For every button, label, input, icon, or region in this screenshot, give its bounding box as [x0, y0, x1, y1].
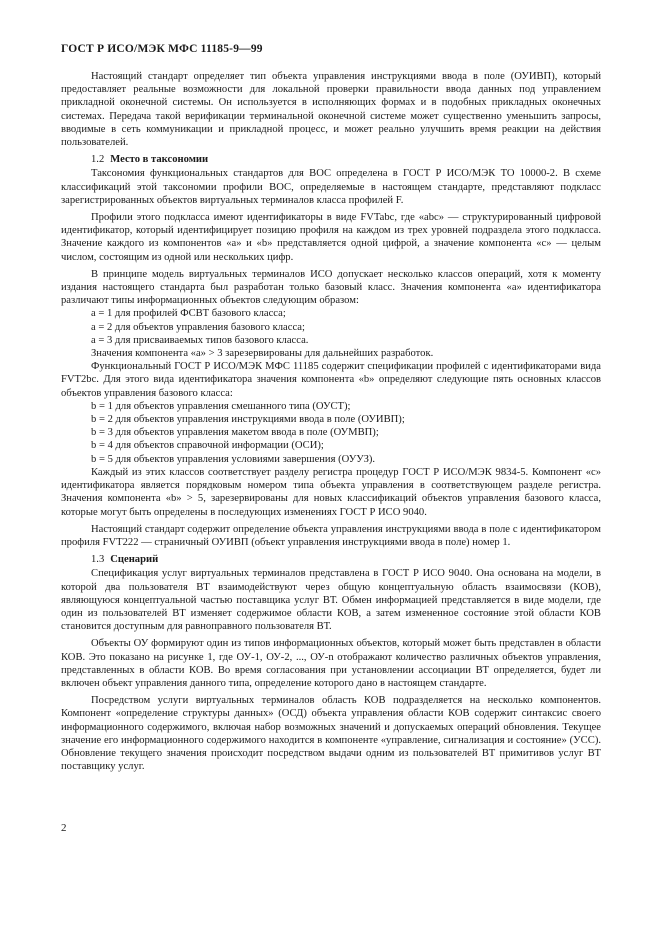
paragraph: Спецификация услуг виртуальных терминалов представлена в ГОСТ Р ИСО 9040. Она основана на модели, в которой два пользователя ВТ взаимодействуют через общую концептуальную область взаимосвязи (КОВ), являющуюся концептуальной частью поставщика услуг ВТ. Обмен информацией представляется в виде модели, где один из пользователей ВТ изменяет содержимое области КОВ, а затем измененное состояние этой области КОВ становится доступным для равноправного пользователя ВТ.	[61, 568, 601, 633]
section-number: 1.2	[91, 154, 105, 166]
section-heading-1-2	[91, 153, 601, 166]
list-note: Значения компонента «a» > 3 зарезервированы для дальнейших разработок.	[91, 348, 434, 360]
page-number: 2	[61, 822, 67, 834]
paragraph: Настоящий стандарт содержит определение объекта управления инструкциями ввода в поле с идентификатором профиля FVT222 — страничный ОУИВП (объект управления инструкциями ввода в поле) номер 1.	[61, 523, 601, 548]
list-item: b = 2 для объектов управления инструкциями ввода в поле (ОУИВП);	[91, 414, 405, 426]
list-item: b = 5 для объектов управления условиями завершения (ОУУЗ).	[91, 453, 376, 465]
paragraph: Функциональный ГОСТ Р ИСО/МЭК МФС 11185 содержит спецификации профилей с идентификаторами вида FVT2bc. Для этого вида идентификатора значения компонента «b» определяют следующие пять основных классов объектов управления базового класса:	[61, 361, 601, 399]
section-heading-1-3	[91, 553, 601, 566]
paragraph: Посредством услуги виртуальных терминалов область КОВ подразделяется на несколько компонентов. Компонент «определение структуры данных» (ОСД) объекта управления области КОВ содержит синтаксис своего информационного содержимого, включая набор возможных значений и допускаемых операций обновления. Текущее значение его информационного содержимого находится в компоненте «управление, сигнализация и состояние» (УСС). Обновление текущего значения происходит посредством выдачи одним из пользователей ВТ примитивов услуг ВТ поставщику услуг.	[61, 695, 601, 773]
section-title: Сценарий	[110, 554, 159, 566]
list-item: b = 1 для объектов управления смешанного типа (ОУСТ);	[91, 400, 351, 412]
list-item: b = 3 для объектов управления макетом ввода в поле (ОУМВП);	[91, 427, 379, 439]
paragraph: Профили этого подкласса имеют идентификаторы в виде FVTabc, где «abc» — структурированный цифровой идентификатор, который идентифицирует позицию профиля на каждом из трех уровней подраздела этого подкласса. Значение каждого из компонентов «a» и «b» представляется одной цифрой, а значение компонента «c» — целым числом, состоящим из одной или нескольких цифр.	[61, 212, 601, 263]
paragraph: Таксономия функциональных стандартов для ВОС определена в ГОСТ Р ИСО/МЭК ТО 10000-2. В схеме классификаций этой таксономии профили ВОС, определяемые в настоящем стандарте, представляют подкласс зарегистрированных объектов виртуальных терминалов класса профилей F.	[61, 168, 601, 206]
paragraph: В принципе модель виртуальных терминалов ИСО допускает несколько классов операций, хотя к моменту издания настоящего стандарта был разработан только базовый класс. Значения компонента «a» идентификатора различают типы информационных объектов следующим образом:	[61, 268, 601, 307]
paragraph: Каждый из этих классов соответствует разделу регистра процедур ГОСТ Р ИСО/МЭК 9834-5. Компонент «c» идентификатора является порядковым номером типа объекта управления в соответствующем разделе регистра. Значения компонента «b» > 5, зарезервированы для новых классификаций объектов управления базового класса, которые могут быть определены в последующих изменениях ГОСТ Р ИСО 9040.	[61, 466, 601, 518]
list-item: a = 1 для профилей ФСВТ базового класса;	[91, 308, 286, 320]
list-item: a = 2 для объектов управления базового класса;	[91, 321, 305, 333]
paragraph: Объекты ОУ формируют один из типов информационных объектов, который может быть представлен в области КОВ. Это показано на рисунке 1, где ОУ-1, ОУ-2, ..., ОУ-n отображают количество различных объектов управления, представленных в области КОВ. Во время согласования при установлении ассоциации ВТ определяется, будет ли включен объект управления данного типа, определение которого дано в настоящем стандарте.	[61, 638, 601, 689]
intro-paragraph: Настоящий стандарт определяет тип объекта управления инструкциями ввода в поле (ОУИВП), который предоставляет реальные возможности для локальной проверки правильности ввода данных под управлением прикладной оконечной системы. Он используется в исполняющих формах и в подобных прикладных оконечных системах. Передача такой верификации терминальной оконечной системе может существенно уменьшить запросы, вводимые в сеть коммуникации и прикладной процесс, и может реально улучшить время реакции на действия пользователей.	[61, 71, 601, 149]
section-number: 1.3	[91, 554, 105, 566]
document-body	[61, 70, 601, 777]
list-item: b = 4 для объектов справочной информации (ОСИ);	[91, 440, 324, 452]
list-item: a = 3 для присваиваемых типов базового класса.	[91, 334, 309, 346]
section-title: Место в таксономии	[110, 154, 209, 166]
page-header: ГОСТ Р ИСО/МЭК МФС 11185-9—99	[61, 43, 263, 55]
